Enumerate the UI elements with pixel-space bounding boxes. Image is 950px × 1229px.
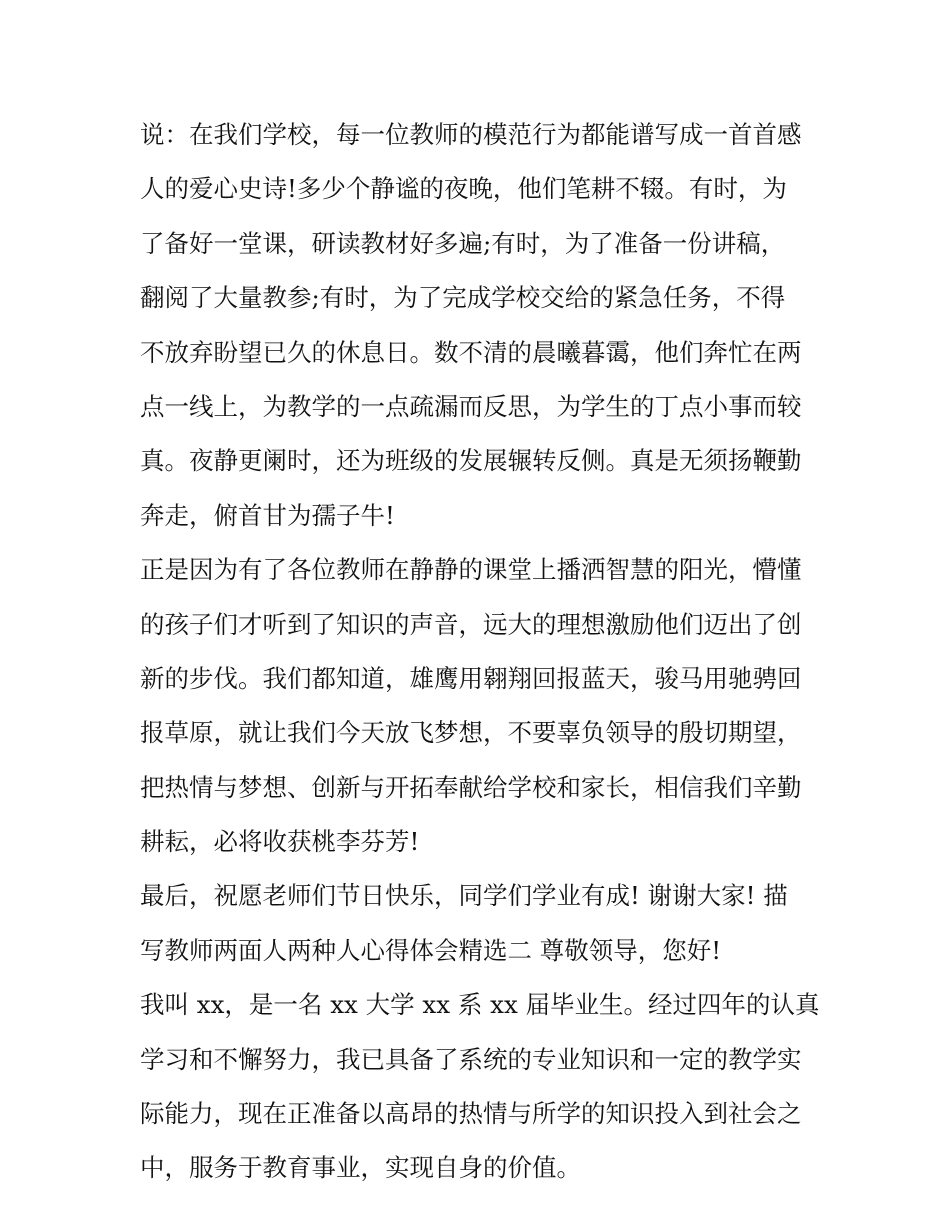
text-line: 奔走，俯首甘为孺子牛! [140,500,395,530]
text-line: 把热情与梦想、创新与开拓奉献给学校和家长，相信我们辛勤 [140,772,802,802]
text-line: 报草原，就让我们今天放飞梦想，不要辜负领导的殷切期望， [140,718,802,748]
text-line: 中，服务于教育事业，实现自身的价值。 [140,1153,581,1183]
text-line: 了备好一堂课，研读教材好多遍;有时，为了准备一份讲稿， [140,228,786,258]
text-line: 我叫 xx，是一名 xx 大学 xx 系 xx 届毕业生。经过四年的认真 [140,990,820,1020]
text-line: 正是因为有了各位教师在静静的课堂上播洒智慧的阳光，懵懂 [140,555,802,585]
text-line: 新的步伐。我们都知道，雄鹰用翱翔回报蓝天，骏马用驰骋回 [140,663,802,693]
text-line: 不放弃盼望已久的休息日。数不清的晨曦暮霭，他们奔忙在两 [140,337,802,367]
text-line: 说：在我们学校，每一位教师的模范行为都能谱写成一首首感 [140,120,802,149]
text-line: 耕耘，必将收获桃李芬芳! [140,827,420,857]
text-line: 最后，祝愿老师们节日快乐，同学们学业有成! 谢谢大家! 描 [140,881,788,911]
text-line: 翻阅了大量教参;有时，为了完成学校交给的紧急任务，不得 [140,283,786,313]
text-line: 点一线上，为教学的一点疏漏而反思，为学生的丁点小事而较 [140,391,802,421]
text-line: 人的爱心史诗!多少个静谧的夜晚，他们笔耕不辍。有时，为 [140,174,787,204]
text-line: 的孩子们才听到了知识的声音，远大的理想激励他们迈出了创 [140,609,802,639]
text-line: 学习和不懈努力，我已具备了系统的专业知识和一定的教学实 [140,1044,802,1074]
text-line: 际能力，现在正准备以高昂的热情与所学的知识投入到社会之 [140,1099,802,1129]
text-line: 真。夜静更阑时，还为班级的发展辗转反侧。真是无须扬鞭勤 [140,446,802,476]
text-line: 写教师两面人两种人心得体会精选二 尊敬领导，您好! [140,935,722,965]
document-body [140,108,830,1196]
